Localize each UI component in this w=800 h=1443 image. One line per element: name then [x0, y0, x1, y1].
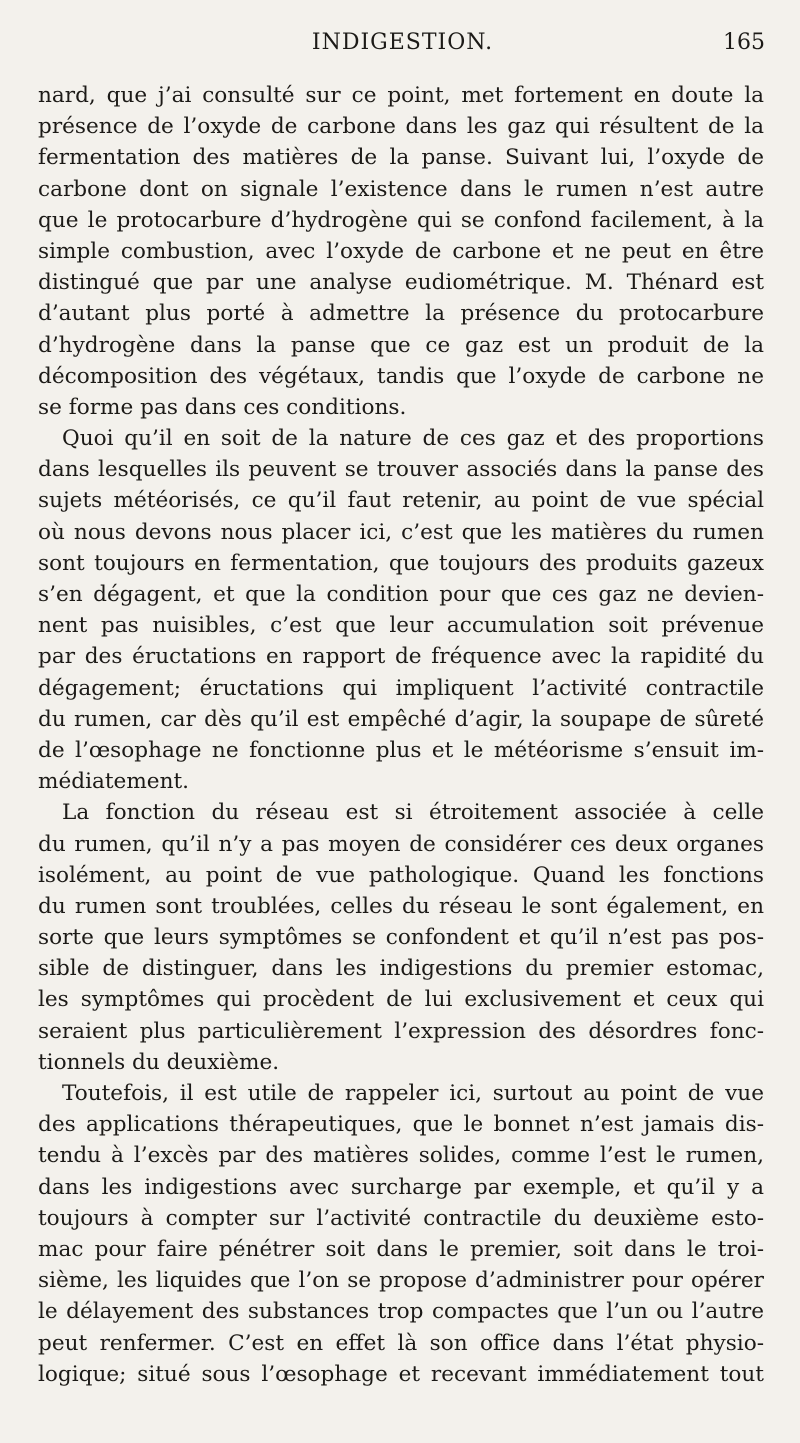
text-line: dans les indigestions avec surcharge par exemple, et qu’il y a — [38, 1174, 764, 1200]
text-line: dans lesquelles ils peuvent se trouver associés dans la panse des — [38, 457, 764, 483]
text-line: médiatement. — [38, 769, 190, 795]
text-line: nard, que j’ai consulté sur ce point, met fortement en doute la — [38, 83, 764, 108]
text-line: logique; situé sous l’œsophage et recevant immédiatement tout — [38, 1361, 764, 1387]
text-line: que le protocarbure d’hydrogène qui se confond facilement, à la — [38, 207, 764, 233]
text-line: du rumen, qu’il n’y a pas moyen de considérer ces deux organes — [38, 831, 764, 857]
paragraph-2 — [38, 423, 764, 797]
text-line: tendu à l’excès par des matières solides, comme l’est le rumen, — [38, 1143, 764, 1169]
page-number: 165 — [723, 30, 765, 55]
text-line: sorte que leurs symptômes se confondent et qu’il n’est pas pos- — [38, 925, 764, 951]
text-line: sible de distinguer, dans les indigestions du premier estomac, — [38, 956, 764, 982]
text-line: fermentation des matières de la panse. Suivant lui, l’oxyde de — [38, 145, 764, 171]
text-line: Quoi qu’il en soit de la nature de ces gaz et des proportions — [62, 426, 764, 452]
text-line: La fonction du réseau est si étroitement associée à celle — [62, 800, 764, 826]
text-line: de l’œsophage ne fonctionne plus et le météorisme s’ensuit im- — [38, 737, 764, 763]
text-line: distingué que par une analyse eudiométrique. M. Thénard est — [38, 270, 764, 296]
text-line: peut renfermer. C’est en effet là son office dans l’état physio- — [38, 1330, 764, 1356]
paragraph-3 — [38, 797, 764, 1078]
text-line: d’autant plus porté à admettre la présence du protocarbure — [38, 301, 764, 327]
text-line: par des éructations en rapport de fréquence avec la rapidité du — [38, 644, 764, 670]
body-text — [38, 80, 764, 1390]
text-line: sont toujours en fermentation, que toujours des produits gazeux — [38, 550, 764, 576]
text-line: le délayement des substances trop compactes que l’un ou l’autre — [38, 1299, 764, 1325]
text-line: simple combustion, avec l’oxyde de carbone et ne peut en être — [38, 238, 764, 264]
text-line: nent pas nuisibles, c’est que leur accumulation soit prévenue — [38, 613, 764, 639]
text-line: des applications thérapeutiques, que le bonnet n’est jamais dis- — [38, 1112, 764, 1138]
paragraph-1 — [38, 80, 764, 423]
text-line: s’en dégagent, et que la condition pour que ces gaz ne devien- — [38, 582, 764, 607]
text-line: dégagement; éructations qui impliquent l’activité contractile — [38, 675, 764, 701]
text-line: sujets météorisés, ce qu’il faut retenir, au point de vue spécial — [38, 488, 764, 514]
text-line: toujours à compter sur l’activité contractile du deuxième esto- — [38, 1205, 764, 1231]
text-line: du rumen, car dès qu’il est empêché d’agir, la soupape de sûreté — [38, 706, 764, 732]
page-header — [40, 30, 765, 64]
text-line: d’hydrogène dans la panse que ce gaz est un produit de la — [38, 332, 764, 358]
text-line: seraient plus particulièrement l’expression des désordres fonc- — [38, 1018, 764, 1044]
text-line: carbone dont on signale l’existence dans le rumen n’est autre — [38, 176, 764, 202]
text-line: où nous devons nous placer ici, c’est que les matières du rumen — [38, 519, 764, 545]
text-line: sième, les liquides que l’on se propose d’administrer pour opérer — [38, 1268, 764, 1294]
text-line: du rumen sont troublées, celles du réseau le sont également, en — [38, 893, 764, 919]
text-line: mac pour faire pénétrer soit dans le premier, soit dans le troi- — [38, 1236, 764, 1262]
text-line: tionnels du deuxième. — [38, 1049, 280, 1075]
text-line: se forme pas dans ces conditions. — [38, 394, 407, 420]
text-line: isolément, au point de vue pathologique. Quand les fonctions — [38, 862, 764, 888]
text-line: les symptômes qui procèdent de lui exclusivement et ceux qui — [38, 987, 764, 1013]
paragraph-4 — [38, 1078, 764, 1390]
text-line: présence de l’oxyde de carbone dans les gaz qui résultent de la — [38, 114, 764, 140]
text-line: Toutefois, il est utile de rappeler ici, surtout au point de vue — [62, 1081, 764, 1106]
running-title: INDIGESTION. — [311, 30, 494, 55]
text-line: décomposition des végétaux, tandis que l’oxyde de carbone ne — [38, 363, 764, 389]
